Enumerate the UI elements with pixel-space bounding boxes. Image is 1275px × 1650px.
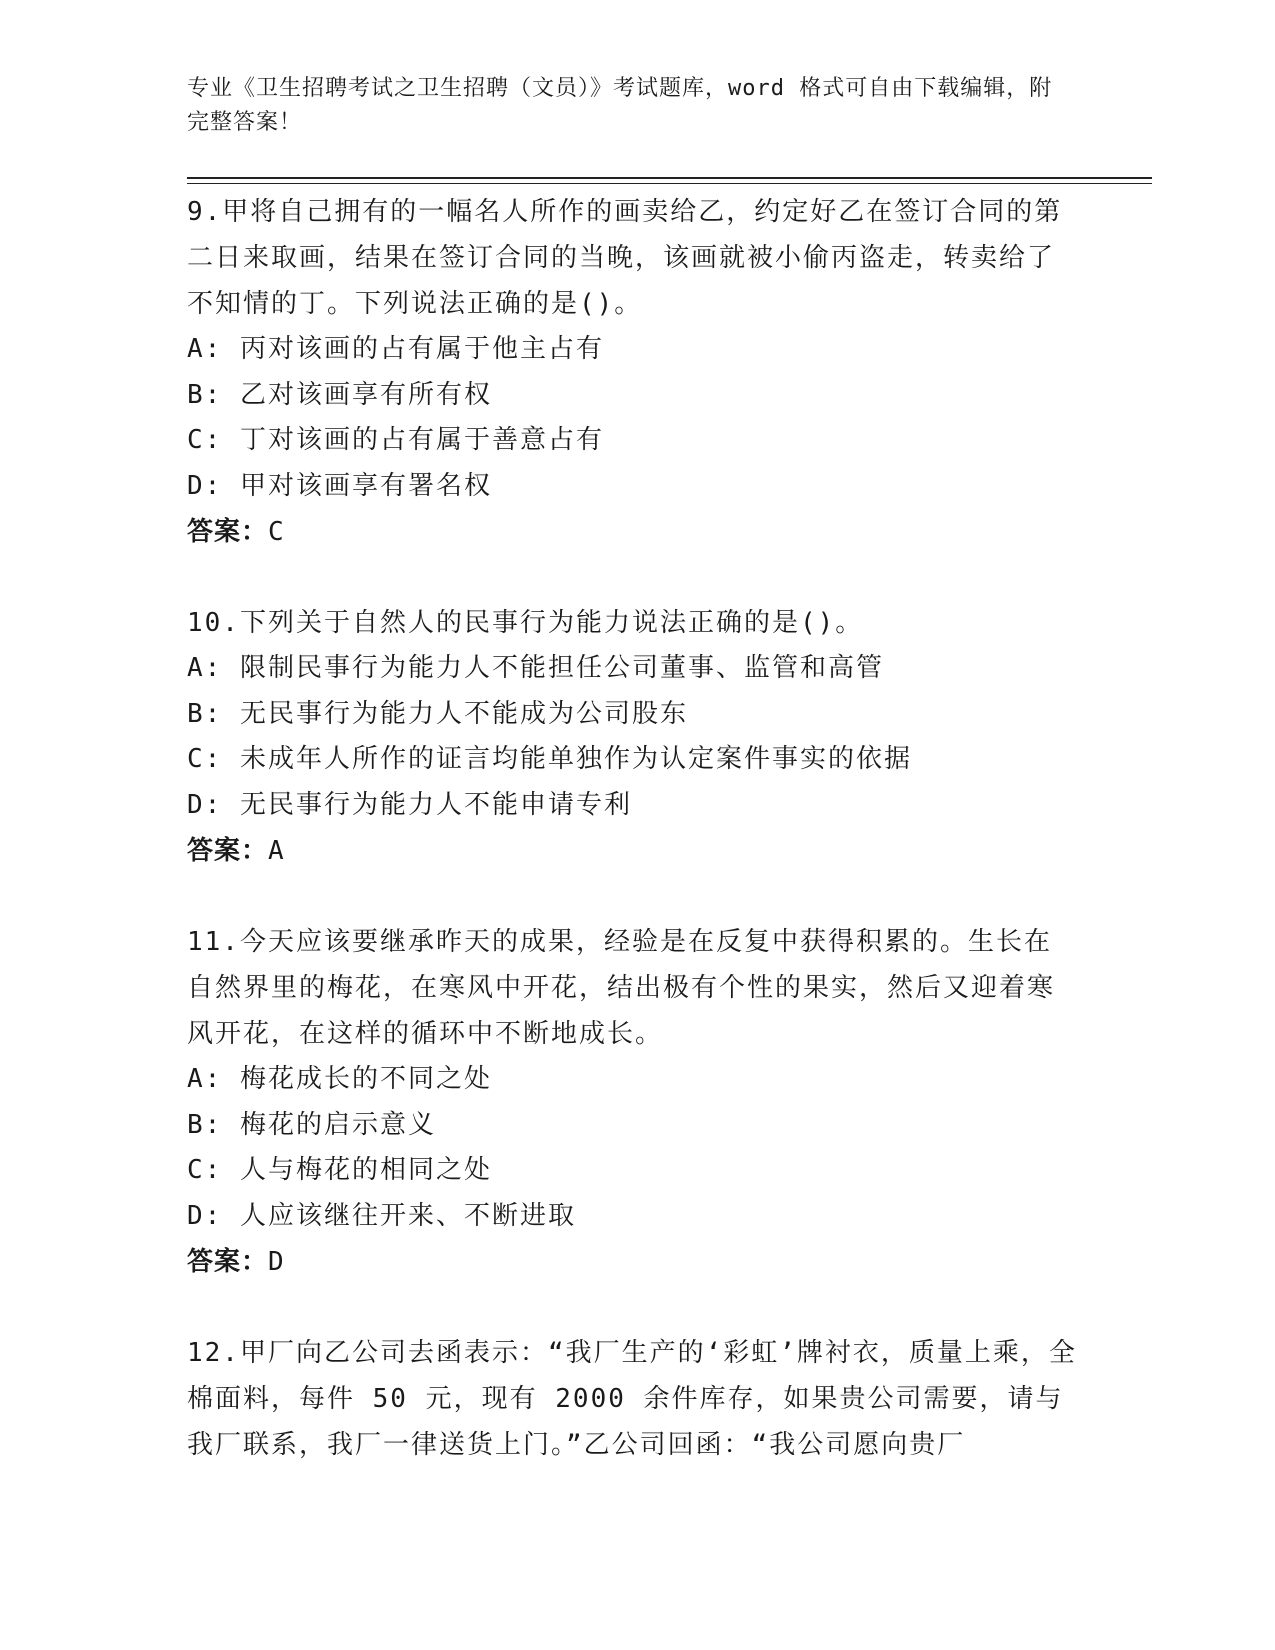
option-c: C: 丁对该画的占有属于善意占有 xyxy=(187,425,604,455)
question-list xyxy=(187,189,1077,1513)
question-text: 10.下列关于自然人的民事行为能力说法正确的是()。 xyxy=(187,608,864,638)
answer-label: 答案： xyxy=(187,517,269,547)
question-9 xyxy=(187,189,1077,555)
header-text: 专业《卫生招聘考试之卫生招聘（文员）》考试题库，word 格式可自由下载编辑，附完整答案！ xyxy=(187,76,1053,135)
option-b: B: 梅花的启示意义 xyxy=(187,1109,436,1140)
question-text: 11.今天应该要继承昨天的成果，经验是在反复中获得积累的。生长在自然界里的梅花，在寒风中开花，结出极有个性的果实，然后又迎着寒风开花，在这样的循环中不断地成长。 xyxy=(187,927,1056,1049)
question-12 xyxy=(187,1330,1077,1468)
option-b: B: 乙对该画享有所有权 xyxy=(187,379,492,410)
option-b: B: 无民事行为能力人不能成为公司股东 xyxy=(187,698,688,729)
answer-value: D xyxy=(268,1247,285,1277)
question-text: 12.甲厂向乙公司去函表示：“我厂生产的‘彩虹’牌衬衣，质量上乘，全棉面料，每件 50 元，现有 2000 余件库存，如果贵公司需要，请与我厂联系，我厂一律送货上门。”乙公司回函：“我公司愿向贵厂 xyxy=(187,1338,1077,1460)
option-a: A: 丙对该画的占有属于他主占有 xyxy=(187,334,604,364)
answer-value: C xyxy=(268,517,285,547)
answer-line xyxy=(187,828,1077,874)
option-c: C: 人与梅花的相同之处 xyxy=(187,1155,492,1185)
question-10 xyxy=(187,600,1077,874)
answer-line xyxy=(187,509,1077,555)
document-header xyxy=(187,72,1067,140)
option-d: D: 人应该继往开来、不断进取 xyxy=(187,1200,576,1231)
answer-value: A xyxy=(268,836,285,866)
question-text: 9.甲将自己拥有的一幅名人所作的画卖给乙，约定好乙在签订合同的第二日来取画，结果在签订合同的当晚，该画就被小偷丙盗走，转卖给了不知情的丁。下列说法正确的是()。 xyxy=(187,197,1063,319)
answer-label: 答案： xyxy=(187,836,269,866)
option-d: D: 无民事行为能力人不能申请专利 xyxy=(187,789,632,820)
answer-line xyxy=(187,1239,1077,1285)
header-divider-thin xyxy=(187,183,1152,184)
option-a: A: 梅花成长的不同之处 xyxy=(187,1064,492,1094)
answer-label: 答案： xyxy=(187,1247,269,1277)
header-divider-thick xyxy=(187,177,1152,179)
option-c: C: 未成年人所作的证言均能单独作为认定案件事实的依据 xyxy=(187,744,912,774)
option-a: A: 限制民事行为能力人不能担任公司董事、监管和高管 xyxy=(187,653,884,683)
question-11 xyxy=(187,919,1077,1285)
option-d: D: 甲对该画享有署名权 xyxy=(187,470,492,501)
